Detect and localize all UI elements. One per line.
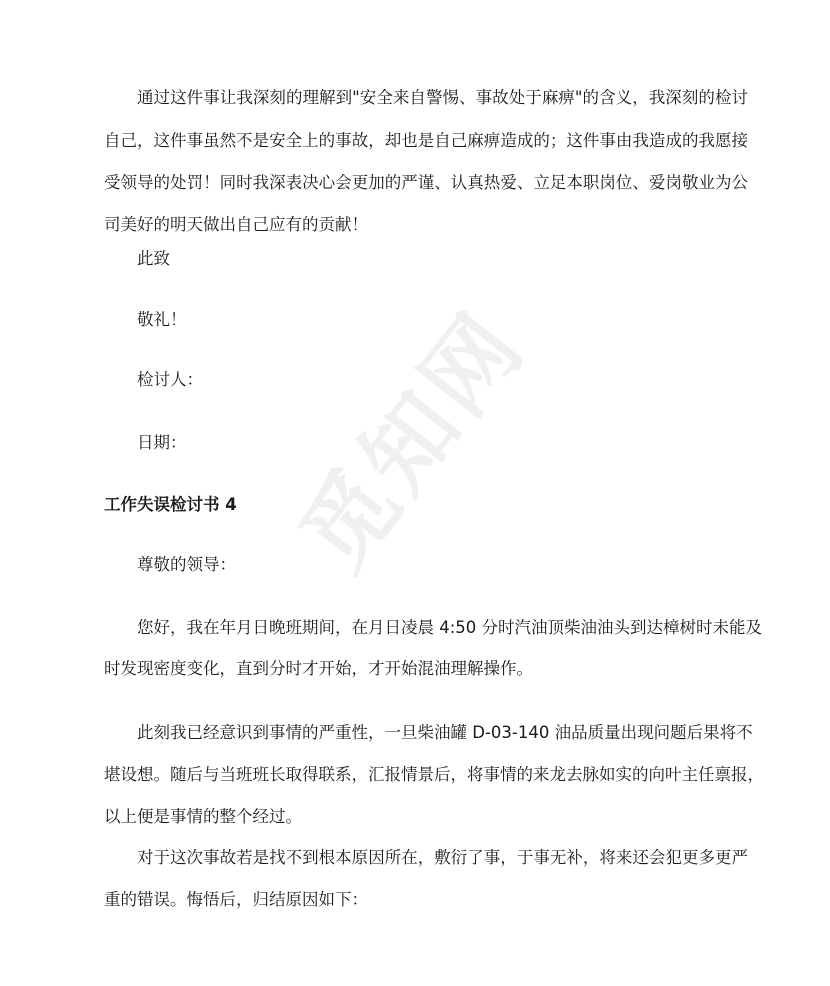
- para1-line: 自己，这件事虽然不是安全上的事故，却也是自己麻痹造成的；这件事由我造成的我愿接: [104, 131, 748, 150]
- para2-line: 您好，我在年月日晚班期间，在月日凌晨 4:50 分时汽油顶柴油油头到达樟树时未能及: [137, 618, 763, 637]
- para1-line: 受领导的处罚！同时我深表决心会更加的严谨、认真热爱、立足本职岗位、爱岗敬业为公: [104, 173, 748, 192]
- signer-label: 检讨人：: [137, 370, 203, 389]
- para3-line: 以上便是事情的整个经过。: [104, 807, 302, 826]
- salutation: 尊敬的领导：: [137, 555, 236, 574]
- para4-line: 重的错误。悔悟后，归结原因如下：: [104, 890, 368, 909]
- closing-line-1: 此致: [137, 249, 170, 268]
- para3-line: 堪设想。随后与当班班长取得联系，汇报情景后，将事情的来龙去脉如实的向叶主任禀报，: [104, 765, 764, 784]
- para1-line: 司美好的明天做出自己应有的贡献！: [104, 215, 368, 234]
- closing-line-2: 敬礼！: [137, 310, 187, 329]
- para1-line: 通过这件事让我深刻的理解到"安全来自警惕、事故处于麻痹"的含义，我深刻的检讨: [137, 88, 748, 107]
- para3-line: 此刻我已经意识到事情的严重性，一旦柴油罐 D-03-140 油品质量出现问题后果将不: [137, 723, 753, 742]
- date-label: 日期：: [137, 433, 187, 452]
- section-heading: 工作失误检讨书 4: [104, 495, 237, 514]
- para2-line: 时发现密度变化，直到分时才开始，才开始混油理解操作。: [104, 659, 533, 678]
- para4-line: 对于这次事故若是找不到根本原因所在，敷衍了事，于事无补，将来还会犯更多更严: [137, 848, 748, 867]
- watermark: 觅知网: [280, 291, 546, 590]
